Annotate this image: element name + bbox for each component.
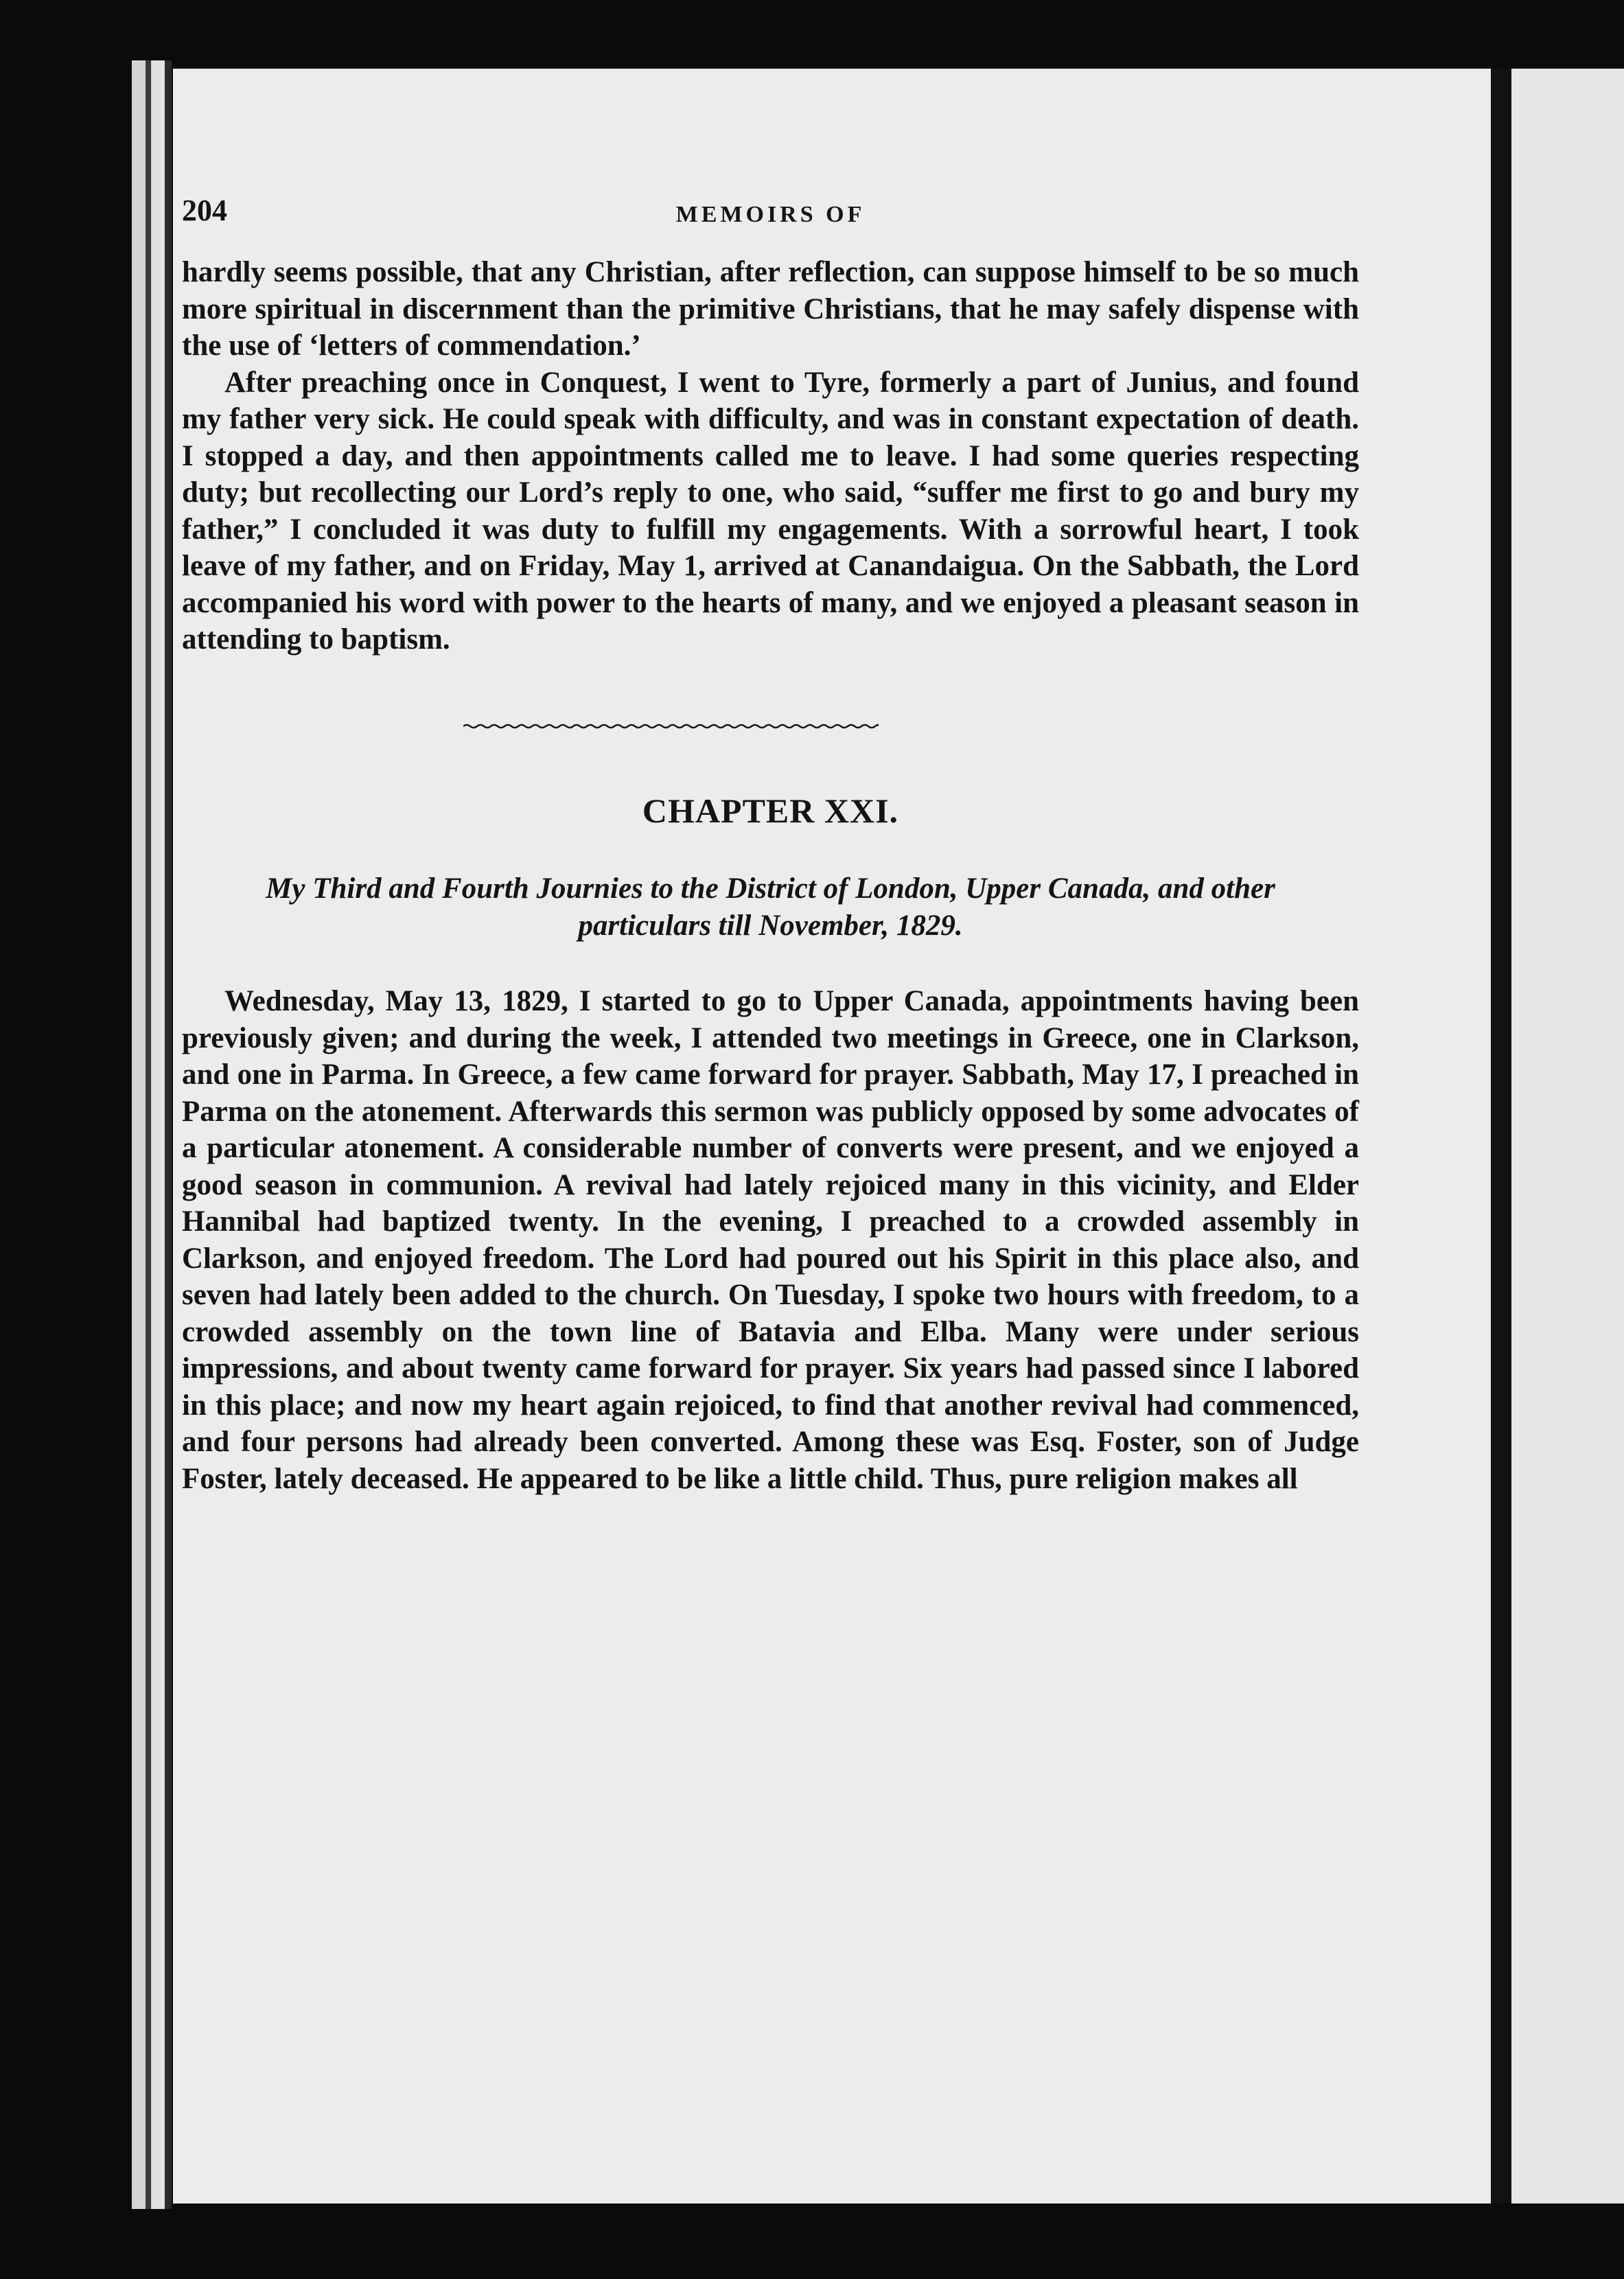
page-edge-shadow (165, 60, 172, 2209)
chapter-subtitle: My Third and Fourth Journies to the District of London, Upper Canada, and other particulars till November, 1829. (266, 872, 1275, 942)
book-gutter (1491, 69, 1511, 2203)
page-edge-shadow (146, 60, 151, 2209)
page-edge (152, 60, 165, 2209)
wavy-rule (463, 724, 879, 729)
paragraph-upper-canada-journey: Wednesday, May 13, 1829, I started to go to Upper Canada, appointments having been previously given; and during the week, I attended two meetings in Greece, one in Clarkson, and one in Parma. In Greece, a few came forward for prayer. Sabbath, May 17, I preached in Parma on the atonement. Afterwards this sermon was publicly opposed by some advocates of a particular atonement. A considerable number of converts were present, and we enjoyed a good season in communion. A revival had lately rejoiced many in this vicinity, and Elder Hannibal had baptized twenty. In the evening, I preached to a crowded assembly in Clarkson, and enjoyed freedom. The Lord had poured out his Spirit in this place also, and seven had lately been added to the church. On Tuesday, I spoke two hours with freedom, to a crowded assembly on the town line of Batavia and Elba. Many were under serious impressions, and about twenty came forward for prayer. Six years had passed since I labored in this place; and now my heart again rejoiced, to find that another revival had commenced, and four persons had already been converted. Among these was Esq. Foster, son of Judge Foster, lately deceased. He appeared to be like a little child. Thus, pure religion makes all (182, 985, 1359, 1495)
running-head (182, 192, 1359, 254)
running-head-title: MEMOIRS OF (675, 202, 866, 227)
paragraph-continuation: hardly seems possible, that any Christian, after reflection, can suppose himself to be so much more spiritual in discernment than the primitive Christians, that he may safely dispense with the use of ‘letters of commendation.’ (182, 256, 1359, 362)
page-number: 204 (182, 194, 227, 227)
facing-page-edge (1511, 69, 1624, 2203)
paragraph-conquest-tyre: After preaching once in Conquest, I went to Tyre, formerly a part of Junius, and found my father very sick. He could speak with difficulty, and was in constant expectation of death. I stopped a day, and then appointments called me to leave. I had some queries respecting duty; but recollecting our Lord’s reply to one, who said, “suffer me first to go and bury my father,” I concluded it was duty to fulfill my engagements. With a sorrowful heart, I took leave of my father, and on Friday, May 1, arrived at Canandaigua. On the Sabbath, the Lord accompanied his word with power to the hearts of many, and we enjoyed a pleasant season in attending to baptism. (182, 366, 1359, 656)
page-text-block (182, 192, 1359, 1497)
chapter-title: CHAPTER XXI. (642, 791, 899, 830)
section-divider (182, 658, 1359, 782)
